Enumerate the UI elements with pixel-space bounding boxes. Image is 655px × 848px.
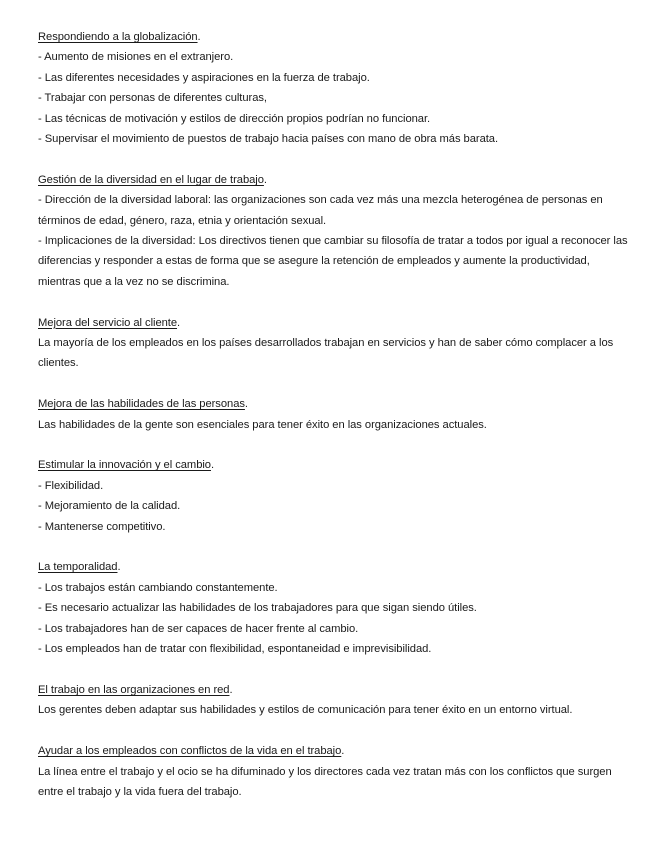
bullet-line: - Trabajar con personas de diferentes culturas, bbox=[38, 92, 267, 105]
section-heading: La temporalidad. bbox=[38, 561, 121, 574]
document-body bbox=[38, 27, 628, 823]
section-heading: Mejora del servicio al cliente. bbox=[38, 316, 181, 329]
bullet-line: - Las técnicas de motivación y estilos de dirección propios podrían no funcionar. bbox=[38, 112, 431, 125]
paragraph-line: Las habilidades de la gente son esenciales para tener éxito en las organizaciones actuales. bbox=[38, 418, 487, 431]
section-heading: Estimular la innovación y el cambio. bbox=[38, 459, 215, 472]
bullet-line: - Flexibilidad. bbox=[38, 479, 104, 492]
section-habilidades bbox=[38, 394, 628, 435]
bullet-line: - Implicaciones de la diversidad: Los directivos tienen que cambiar su filosofía de tratar a todos por igual a reconocer las diferencias y responder a estas de forma que se asegure la retención de empleados y aumente la productividad, mientras que a la vez no se discrimina. bbox=[38, 235, 628, 288]
bullet-line: - Aumento de misiones en el extranjero. bbox=[38, 51, 234, 64]
paragraph-line: La mayoría de los empleados en los países desarrollados trabajan en servicios y han de saber cómo complacer a los clientes. bbox=[38, 337, 614, 370]
section-conflictos-vida-trabajo bbox=[38, 741, 628, 802]
section-heading: Mejora de las habilidades de las personas. bbox=[38, 398, 248, 411]
section-heading: Respondiendo a la globalización. bbox=[38, 31, 201, 43]
section-innovacion bbox=[38, 455, 628, 537]
bullet-line: - Mantenerse competitivo. bbox=[38, 520, 166, 533]
bullet-line: - Dirección de la diversidad laboral: las organizaciones son cada vez más una mezcla heterogénea de personas en términos de edad, género, raza, etnia y orientación sexual. bbox=[38, 194, 603, 227]
bullet-line: - Supervisar el movimiento de puestos de trabajo hacia países con mano de obra más barata. bbox=[38, 133, 499, 146]
bullet-line: - Los trabajadores han de ser capaces de hacer frente al cambio. bbox=[38, 622, 359, 635]
bullet-line: - Mejoramiento de la calidad. bbox=[38, 500, 181, 513]
paragraph-line: Los gerentes deben adaptar sus habilidades y estilos de comunicación para tener éxito en un entorno virtual. bbox=[38, 704, 573, 717]
section-heading: Ayudar a los empleados con conflictos de la vida en el trabajo. bbox=[38, 745, 345, 758]
section-temporalidad bbox=[38, 557, 628, 659]
bullet-line: - Los empleados han de tratar con flexibilidad, espontaneidad e imprevisibilidad. bbox=[38, 643, 432, 656]
section-globalizacion bbox=[38, 27, 628, 149]
section-diversidad bbox=[38, 170, 628, 292]
bullet-line: - Los trabajos están cambiando constantemente. bbox=[38, 581, 278, 594]
section-servicio-cliente bbox=[38, 313, 628, 374]
section-heading: Gestión de la diversidad en el lugar de trabajo. bbox=[38, 173, 267, 186]
bullet-line: - Es necesario actualizar las habilidades de los trabajadores para que sigan siendo útiles. bbox=[38, 602, 477, 615]
paragraph-line: La línea entre el trabajo y el ocio se ha difuminado y los directores cada vez tratan más con los conflictos que surgen entre el trabajo y la vida fuera del trabajo. bbox=[38, 765, 612, 798]
section-heading: El trabajo en las organizaciones en red. bbox=[38, 683, 233, 696]
bullet-line: - Las diferentes necesidades y aspiraciones en la fuerza de trabajo. bbox=[38, 71, 370, 84]
section-organizaciones-red bbox=[38, 680, 628, 721]
